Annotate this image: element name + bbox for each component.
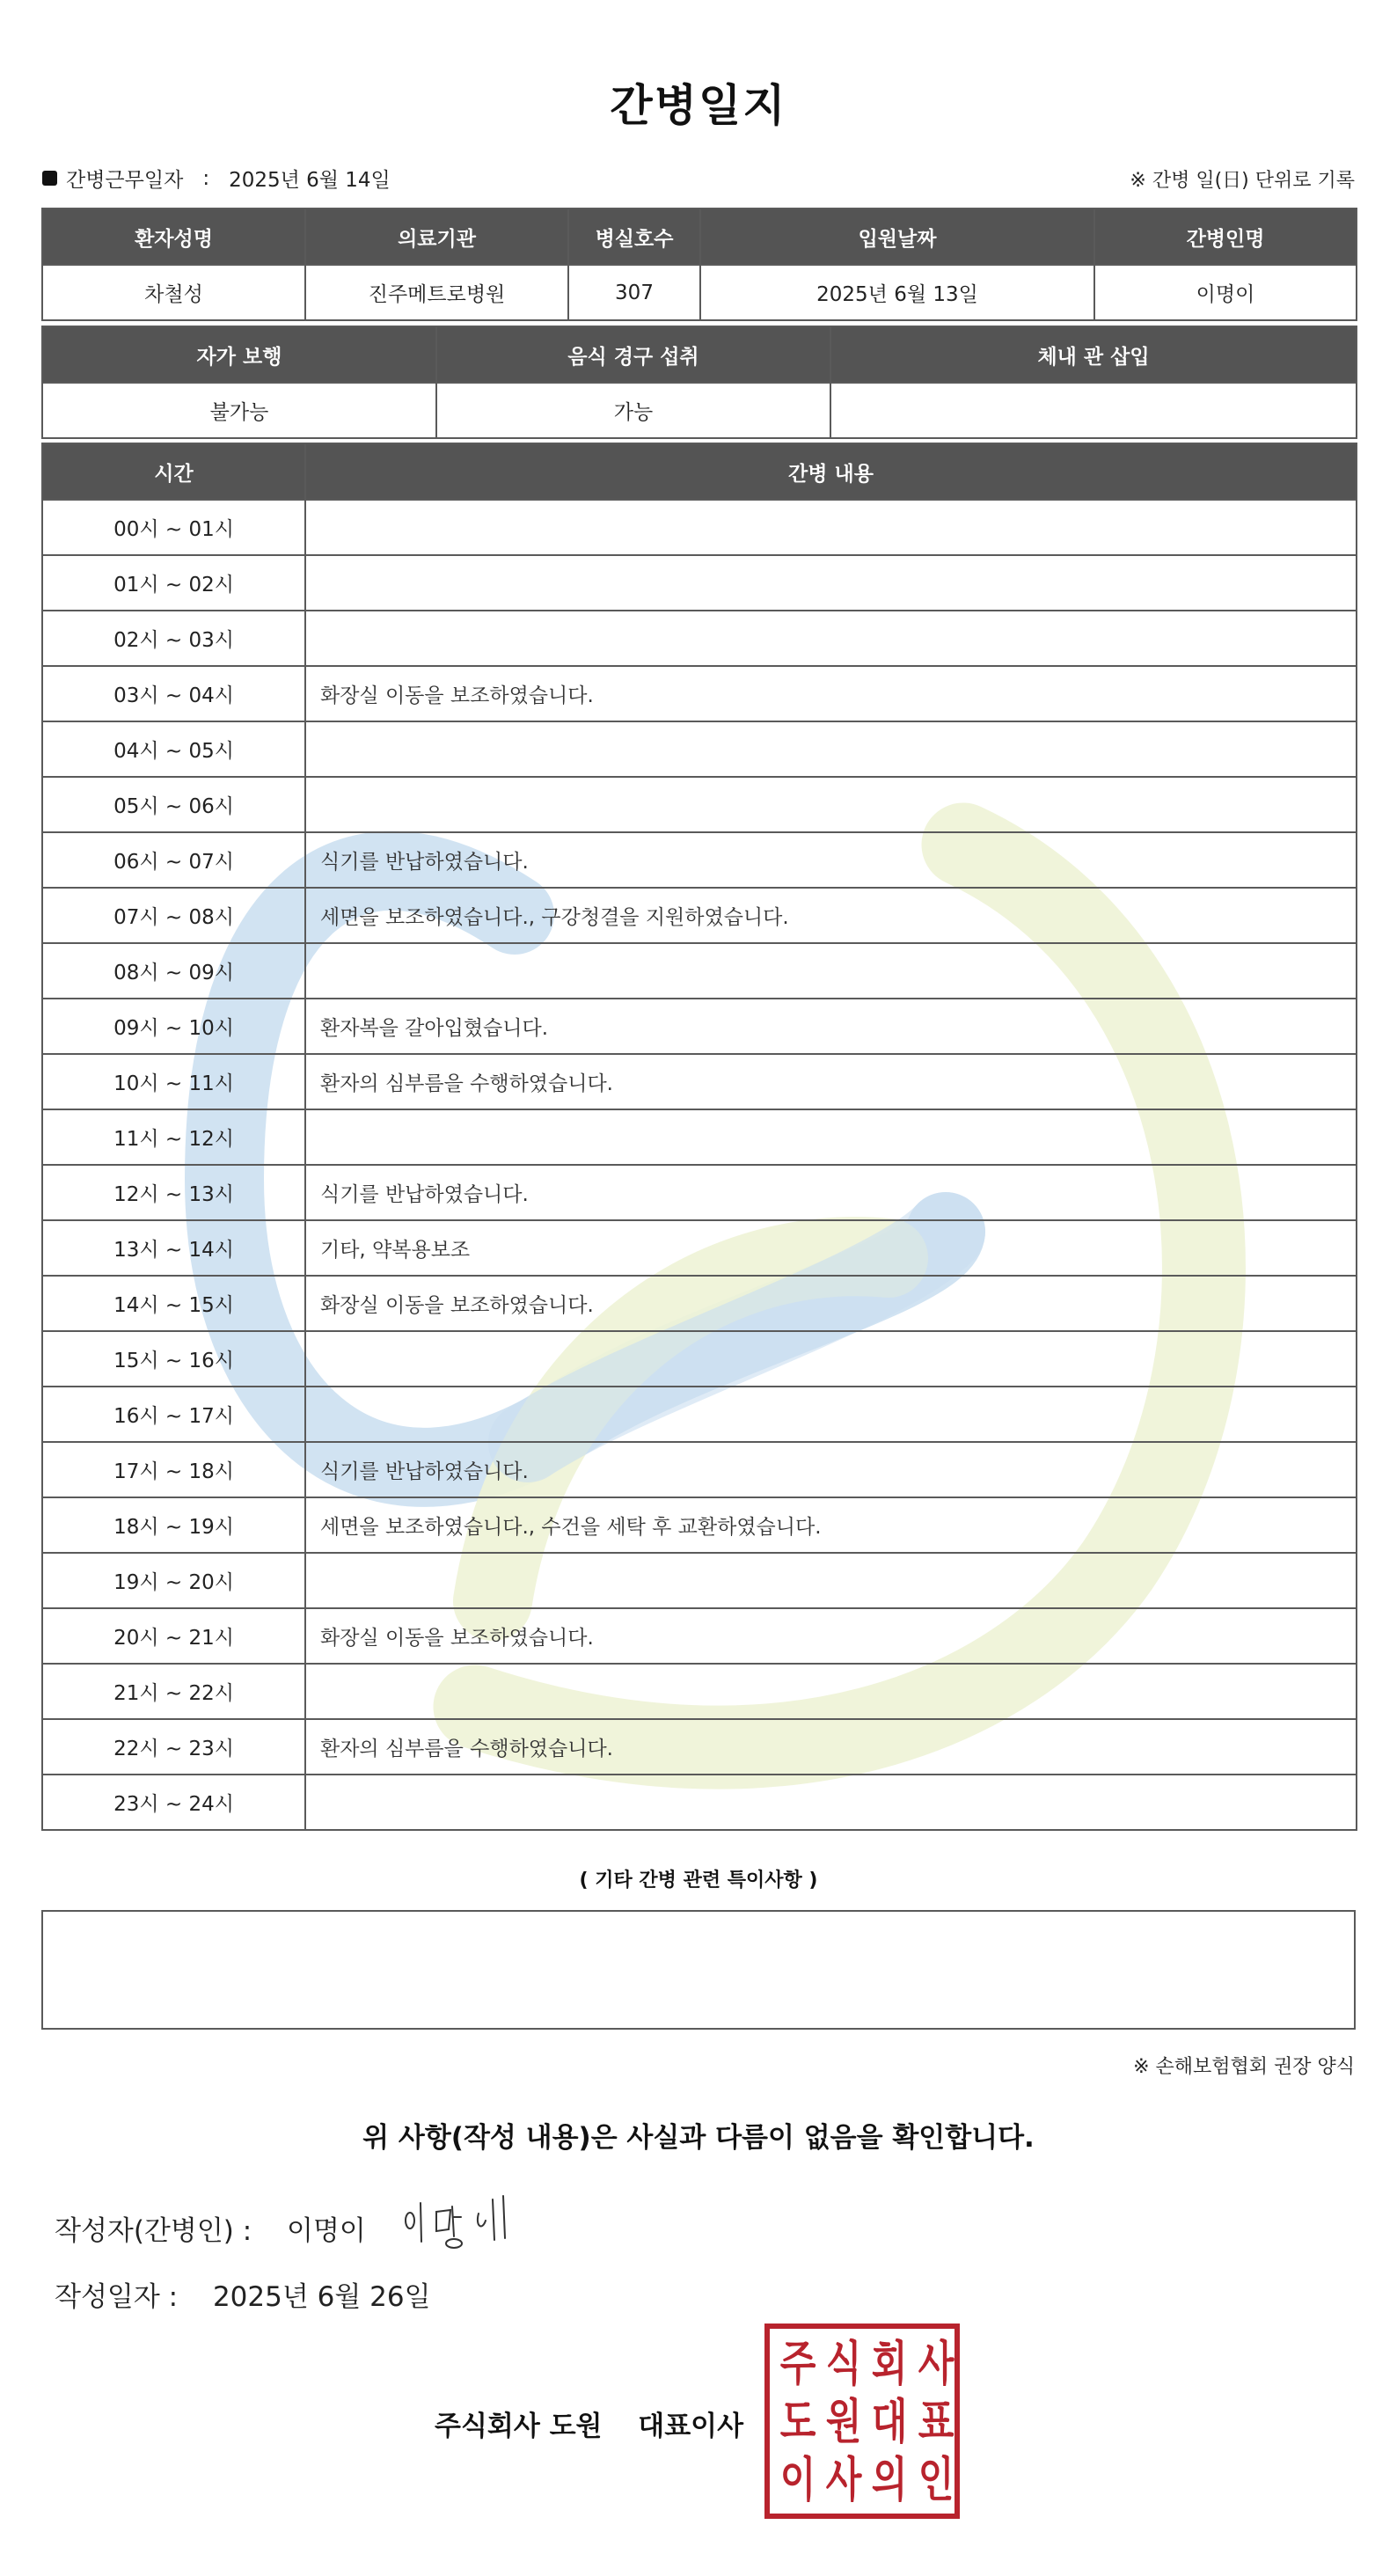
unit-note: ※ 간병 일(日) 단위로 기록 <box>1130 170 1355 192</box>
header-caregiver-name: 간병인명 <box>1094 209 1357 265</box>
patient-info-table <box>41 208 1357 321</box>
company-signoff <box>435 2404 743 2443</box>
care-log-content: 식기를 반납하였습니다. <box>305 1165 1357 1220</box>
care-log-row <box>42 832 1357 888</box>
care-log-row <box>42 1054 1357 1109</box>
confirmation-statement: 위 사항(작성 내용)은 사실과 다름이 없음을 확인합니다. <box>362 2122 1035 2154</box>
work-date-separator: : <box>202 166 210 190</box>
care-log-row <box>42 943 1357 999</box>
care-log-content: 화장실 이동을 보조하였습니다. <box>305 1276 1357 1331</box>
care-log-time: 10시 ~ 11시 <box>42 1054 305 1109</box>
care-log-time: 23시 ~ 24시 <box>42 1775 305 1830</box>
care-log-time: 14시 ~ 15시 <box>42 1276 305 1331</box>
care-log-time: 05시 ~ 06시 <box>42 777 305 832</box>
care-log-row <box>42 1608 1357 1664</box>
care-log-content <box>305 1664 1357 1719</box>
care-log-time: 12시 ~ 13시 <box>42 1165 305 1220</box>
care-log-time: 06시 ~ 07시 <box>42 832 305 888</box>
bullet-square-icon <box>42 171 57 186</box>
header-time: 시간 <box>42 443 305 500</box>
room-number: 307 <box>568 265 700 320</box>
care-log-content: 세면을 보조하였습니다., 구강청결을 지원하였습니다. <box>305 888 1357 943</box>
company-name: 주식회사 도원 <box>435 2411 603 2442</box>
work-date-row <box>42 164 391 193</box>
care-log-content <box>305 1109 1357 1165</box>
care-log-row <box>42 1664 1357 1719</box>
care-log-content <box>305 555 1357 611</box>
care-log-content: 세면을 보조하였습니다., 수건을 세탁 후 교환하였습니다. <box>305 1497 1357 1553</box>
care-log-table <box>41 443 1357 1831</box>
care-log-content: 식기를 반납하였습니다. <box>305 1442 1357 1497</box>
header-patient-name: 환자성명 <box>42 209 305 265</box>
recommend-note: ※ 손해보험협회 권장 양식 <box>1133 2056 1355 2078</box>
caregiver-name: 이명이 <box>1094 265 1357 320</box>
care-log-time: 18시 ~ 19시 <box>42 1497 305 1553</box>
care-log-content: 환자복을 갈아입혔습니다. <box>305 999 1357 1054</box>
care-log-row <box>42 1442 1357 1497</box>
care-log-time: 11시 ~ 12시 <box>42 1109 305 1165</box>
care-log-content <box>305 1775 1357 1830</box>
header-room-number: 병실호수 <box>568 209 700 265</box>
care-log-time: 17시 ~ 18시 <box>42 1442 305 1497</box>
care-log-time: 04시 ~ 05시 <box>42 721 305 777</box>
patient-name: 차철성 <box>42 265 305 320</box>
seal-char: 식 <box>825 2335 862 2391</box>
care-log-row <box>42 999 1357 1054</box>
seal-char: 도 <box>779 2393 816 2449</box>
care-log-content <box>305 1387 1357 1442</box>
seal-char: 의 <box>872 2451 908 2507</box>
writer-name: 이명이 <box>287 2215 366 2247</box>
care-log-row <box>42 1109 1357 1165</box>
care-log-header-row <box>42 443 1357 500</box>
care-log-row <box>42 1387 1357 1442</box>
care-log-row <box>42 611 1357 666</box>
care-log-time: 08시 ~ 09시 <box>42 943 305 999</box>
care-log-row <box>42 666 1357 721</box>
seal-char: 인 <box>918 2451 954 2507</box>
seal-char: 표 <box>918 2393 954 2449</box>
care-log-time: 03시 ~ 04시 <box>42 666 305 721</box>
care-log-time: 09시 ~ 10시 <box>42 999 305 1054</box>
care-log-content <box>305 1553 1357 1608</box>
care-log-content <box>305 777 1357 832</box>
header-tube-insertion: 체내 관 삽입 <box>830 326 1357 383</box>
care-log-time: 15시 ~ 16시 <box>42 1331 305 1387</box>
write-date-value: 2025년 6월 26일 <box>212 2281 431 2313</box>
admission-date: 2025년 6월 13일 <box>700 265 1094 320</box>
ceo-title: 대표이사 <box>638 2411 744 2442</box>
status-value-row <box>42 383 1357 438</box>
care-log-row <box>42 1497 1357 1553</box>
special-notes-title: ( 기타 간병 관련 특이사항 ) <box>579 1870 818 1892</box>
work-date-value: 2025년 6월 14일 <box>229 169 391 192</box>
seal-char: 사 <box>918 2335 954 2391</box>
care-log-row <box>42 1775 1357 1830</box>
writer-label: 작성자(간병인) : <box>55 2215 252 2247</box>
seal-char: 주 <box>779 2335 816 2391</box>
write-date-label: 작성일자 : <box>55 2281 179 2313</box>
care-log-content: 환자의 심부름을 수행하였습니다. <box>305 1719 1357 1775</box>
header-admission-date: 입원날짜 <box>700 209 1094 265</box>
care-log-row <box>42 1719 1357 1775</box>
hospital-name: 진주메트로병원 <box>305 265 568 320</box>
care-log-time: 16시 ~ 17시 <box>42 1387 305 1442</box>
care-log-content: 화장실 이동을 보조하였습니다. <box>305 1608 1357 1664</box>
care-log-content: 기타, 약복용보조 <box>305 1220 1357 1276</box>
header-hospital: 의료기관 <box>305 209 568 265</box>
care-log-content: 화장실 이동을 보조하였습니다. <box>305 666 1357 721</box>
patient-info-value-row <box>42 265 1357 320</box>
care-log-row <box>42 777 1357 832</box>
page-title: 간병일지 <box>610 80 787 131</box>
care-log-row <box>42 1553 1357 1608</box>
care-log-row <box>42 500 1357 555</box>
care-log-time: 00시 ~ 01시 <box>42 500 305 555</box>
tube-insertion-status <box>830 383 1357 438</box>
care-log-content <box>305 611 1357 666</box>
header-oral-intake: 음식 경구 섭취 <box>436 326 830 383</box>
seal-char: 원 <box>825 2393 862 2449</box>
care-log-time: 20시 ~ 21시 <box>42 1608 305 1664</box>
status-header-row <box>42 326 1357 383</box>
seal-char: 대 <box>872 2393 908 2449</box>
care-log-time: 01시 ~ 02시 <box>42 555 305 611</box>
header-walking: 자가 보행 <box>42 326 436 383</box>
care-log-row <box>42 1276 1357 1331</box>
seal-char: 회 <box>872 2335 908 2391</box>
care-log-time: 02시 ~ 03시 <box>42 611 305 666</box>
patient-info-header-row <box>42 209 1357 265</box>
walking-status: 불가능 <box>42 383 436 438</box>
care-log-time: 19시 ~ 20시 <box>42 1553 305 1608</box>
care-log-content: 환자의 심부름을 수행하였습니다. <box>305 1054 1357 1109</box>
care-log-time: 21시 ~ 22시 <box>42 1664 305 1719</box>
handwritten-signature <box>398 2191 521 2252</box>
special-notes-box <box>41 1910 1356 2030</box>
care-log-row <box>42 1331 1357 1387</box>
care-log-row <box>42 721 1357 777</box>
patient-status-table <box>41 326 1357 439</box>
company-seal-stamp <box>764 2324 960 2519</box>
oral-intake-status: 가능 <box>436 383 830 438</box>
care-log-row <box>42 888 1357 943</box>
care-log-row <box>42 1165 1357 1220</box>
write-date-row <box>55 2274 431 2314</box>
care-log-row <box>42 1220 1357 1276</box>
care-log-time: 07시 ~ 08시 <box>42 888 305 943</box>
care-log-content <box>305 1331 1357 1387</box>
care-log-time: 22시 ~ 23시 <box>42 1719 305 1775</box>
care-log-time: 13시 ~ 14시 <box>42 1220 305 1276</box>
care-log-content <box>305 500 1357 555</box>
header-care-content: 간병 내용 <box>305 443 1357 500</box>
work-date-label: 간병근무일자 <box>66 169 184 192</box>
writer-row <box>55 2208 366 2248</box>
seal-char: 사 <box>825 2451 862 2507</box>
care-log-content <box>305 943 1357 999</box>
care-log-content <box>305 721 1357 777</box>
seal-char: 이 <box>779 2451 816 2507</box>
care-log-content: 식기를 반납하였습니다. <box>305 832 1357 888</box>
care-log-row <box>42 555 1357 611</box>
